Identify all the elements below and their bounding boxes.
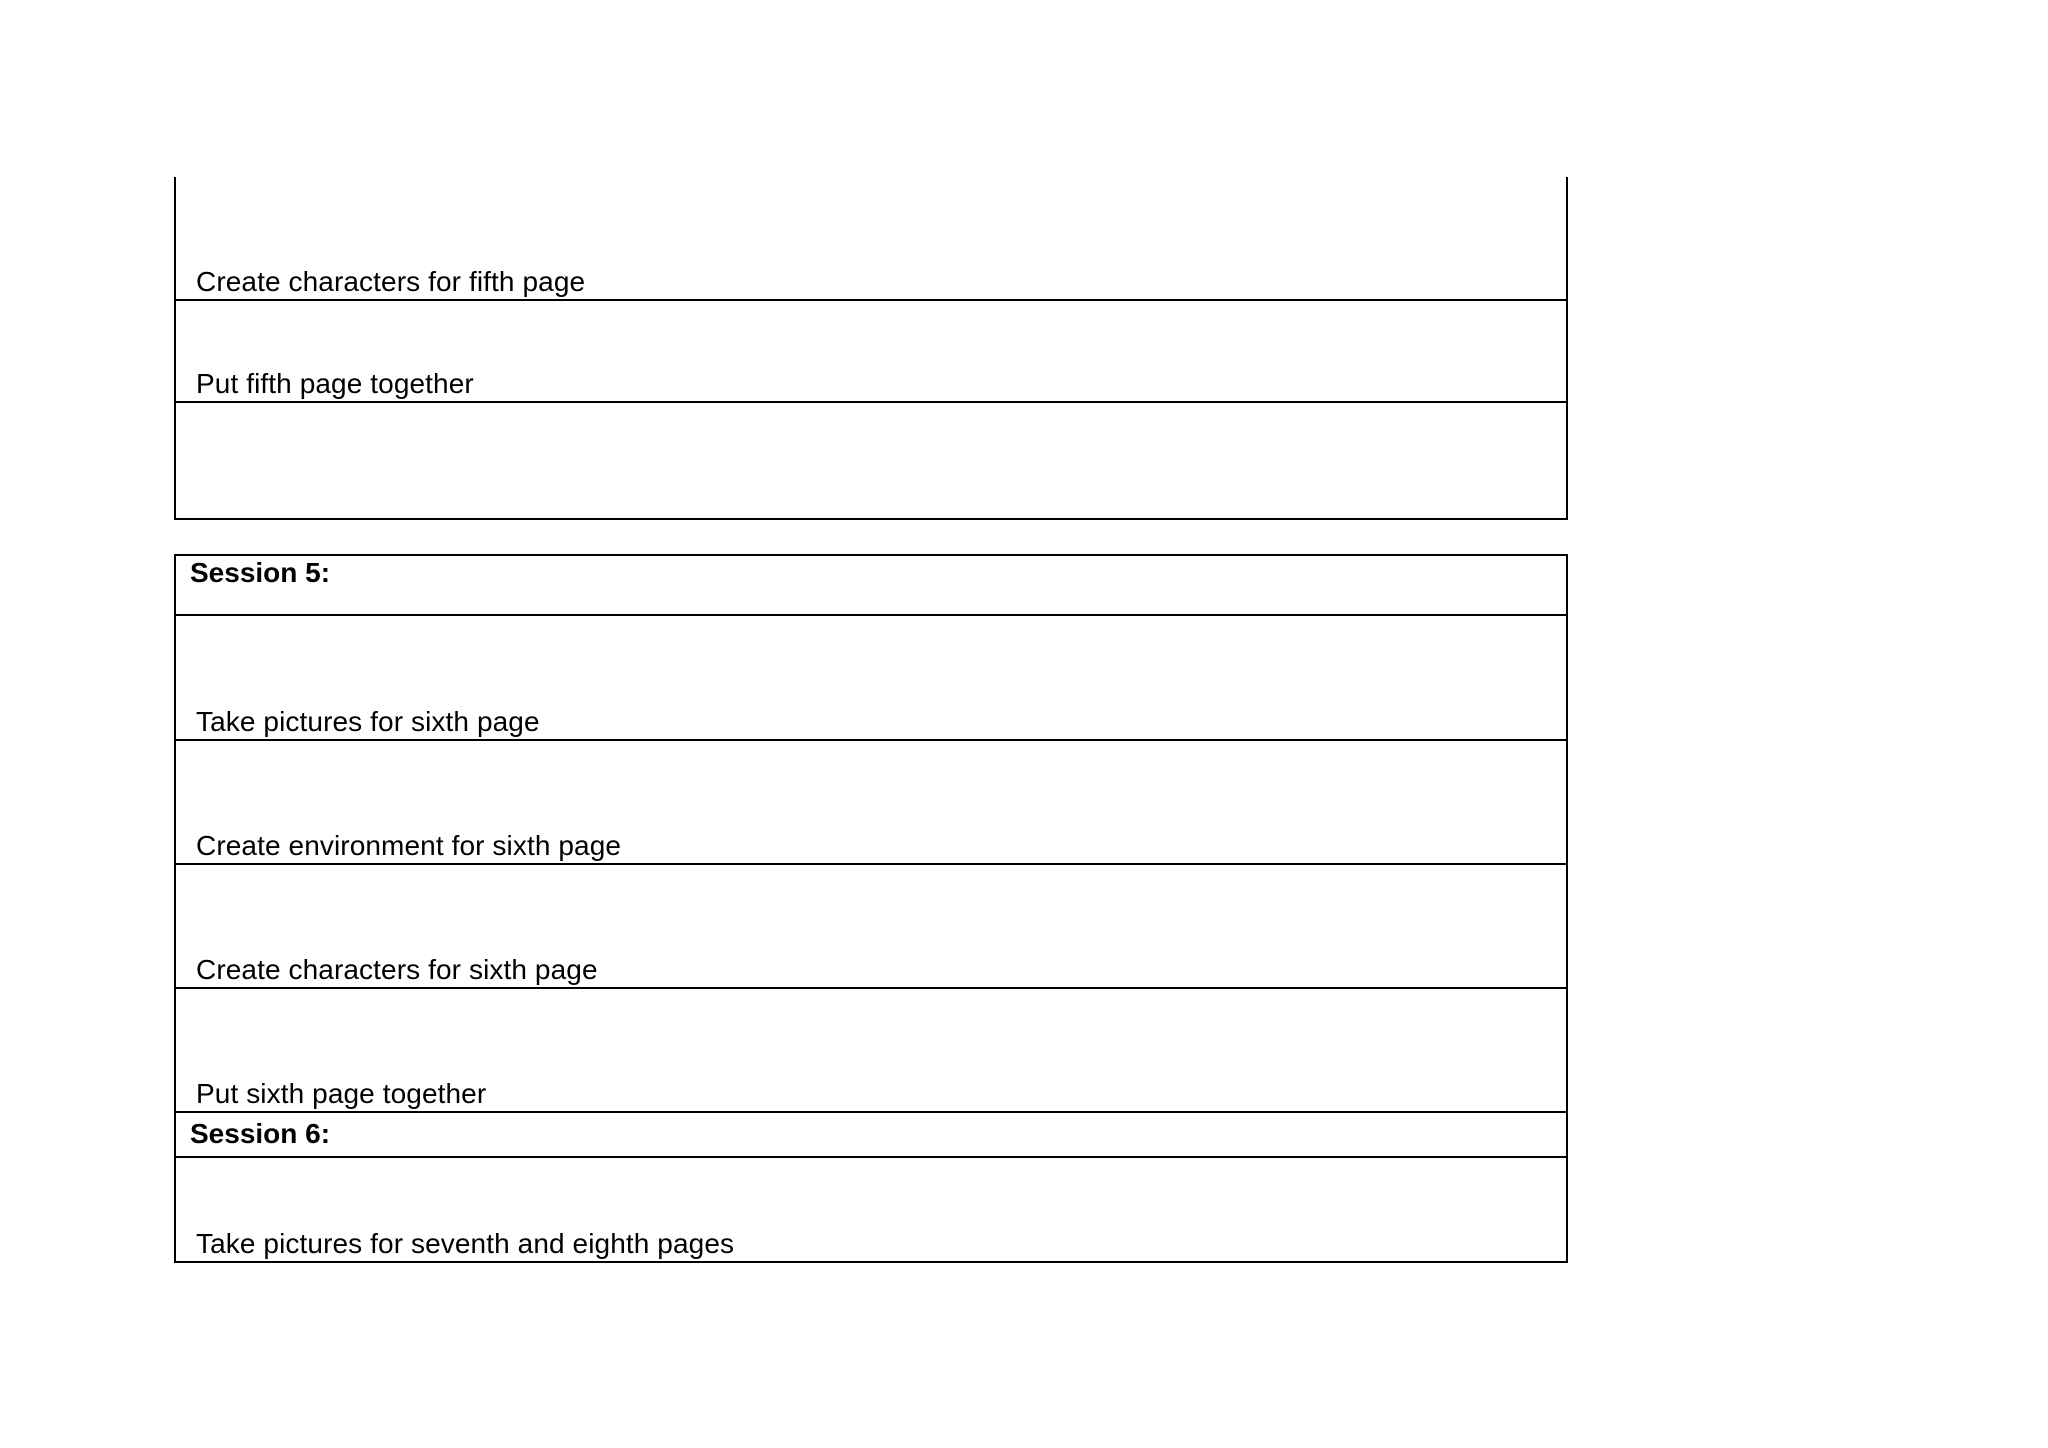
task-text: Take pictures for sixth page [196,706,540,737]
table-row [176,865,1566,989]
task-text: Take pictures for seventh and eighth pages [196,1228,735,1259]
table-row [176,1158,1566,1261]
table-row-empty [176,403,1566,518]
session-label: Session 6: [190,1118,331,1149]
session-header-row [176,556,1566,616]
task-text: Create characters for fifth page [196,266,586,297]
table-row [176,989,1566,1113]
session-header-row [176,1113,1566,1158]
task-text: Put sixth page together [196,1078,487,1109]
task-table-continued [174,177,1568,520]
table-row [176,301,1566,403]
session-label: Session 5: [190,557,331,588]
task-table-sessions [174,554,1568,1263]
table-row [176,741,1566,865]
table-row [176,177,1566,301]
table-row [176,616,1566,741]
task-text: Create characters for sixth page [196,954,598,985]
task-text: Put fifth page together [196,368,474,399]
task-text: Create environment for sixth page [196,830,622,861]
